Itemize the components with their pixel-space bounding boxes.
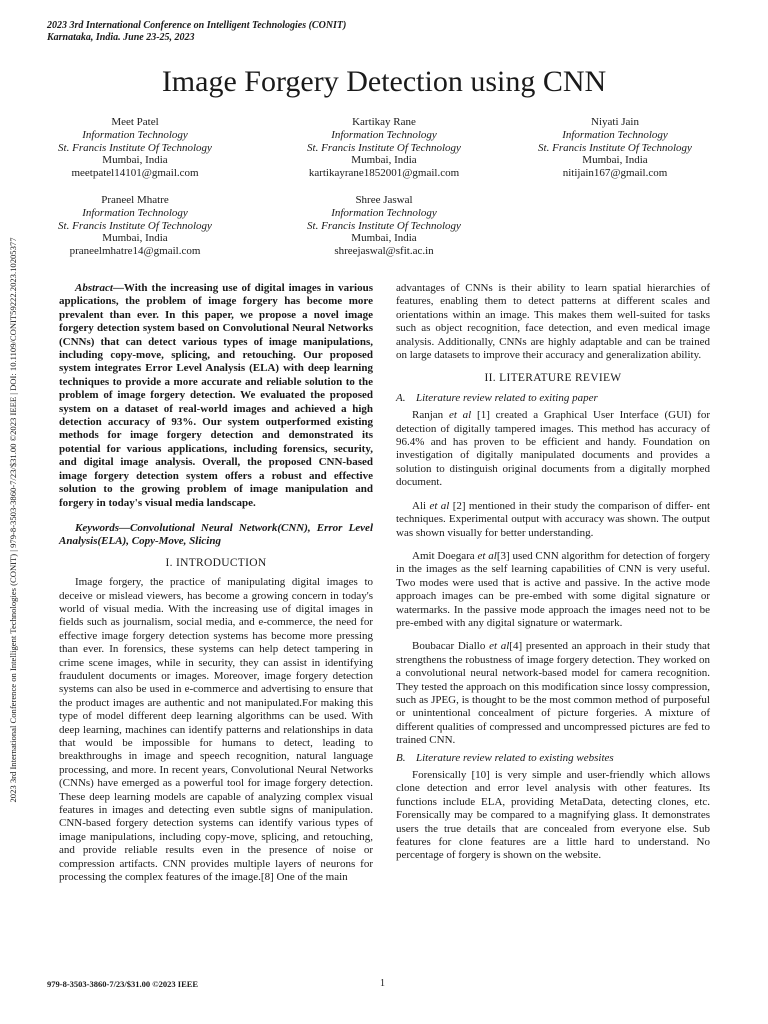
section-heading-introduction: I. INTRODUCTION	[165, 556, 267, 569]
footer-isbn: 979-8-3503-3860-7/23/$31.00 ©2023 IEEE	[47, 979, 199, 989]
literature-paragraph	[396, 640, 710, 747]
author-name: Niyati Jain	[591, 116, 639, 128]
author-institution: St. Francis Institute Of Technology	[538, 141, 692, 154]
literature-paragraph	[396, 550, 710, 630]
author-name: Praneel Mhatre	[101, 194, 169, 206]
conference-location: Karnataka, India. June 23-25, 2023	[47, 32, 195, 43]
section-heading-literature-review: II. LITERATURE REVIEW	[484, 372, 622, 385]
side-doi-strip	[4, 200, 22, 840]
subsection-number: A.	[396, 391, 406, 404]
introduction-continued: advantages of CNNs is their ability to learn spatial hierarchies of features, enabling them to detect patterns at different scales and orientations within an image. This makes them well-suited for tasks such as object recognition, face detection, and even medical image analysis. Additionally, CNNs are highly adaptable and can be trained on large datasets to improve their accuracy and generalization ability.	[396, 282, 710, 362]
paper-title: Image Forgery Detection using CNN	[161, 65, 607, 98]
conference-header	[47, 20, 346, 44]
author-email: nitijain167@gmail.com	[562, 167, 668, 180]
author-institution: St. Francis Institute Of Technology	[307, 141, 461, 154]
para-text: Amit Doegara	[412, 549, 478, 562]
author-block	[264, 116, 504, 180]
right-column	[396, 282, 710, 863]
side-doi-text: 2023 3rd International Conference on Intelligent Technologies (CONIT) | 979-8-3503-3860-7/23/$31.00 ©2023 IEEE | DOI: 10.1109/CONIT59222.2023.10205377	[8, 237, 18, 803]
literature-paragraph: Forensically [10] is very simple and user-friendly which allows clone detection and error level analysis with other features. Its functions include ELA, providing MetaData, detecting clones, etc. Forensically may be compared to a magnifying glass. It demonstrates users the true details that are concealed from everyone else. Sub features for clone features are a little hard to understand. No percentage of forgery is shown on the website.	[396, 769, 710, 862]
para-text: Ranjan	[412, 409, 449, 422]
author-dept: Information Technology	[82, 128, 188, 141]
abstract-label: Abstract	[75, 282, 113, 294]
author-institution: St. Francis Institute Of Technology	[307, 219, 461, 232]
author-dept: Information Technology	[331, 206, 437, 219]
para-text: Ali	[412, 499, 430, 512]
author-institution: St. Francis Institute Of Technology	[58, 141, 212, 154]
author-email: kartikayrane1852001@gmail.com	[308, 167, 460, 180]
author-name: Kartikay Rane	[352, 116, 416, 128]
para-text: [4] presented an approach in their study that strengthens the robustness of image forgery detection. They worked on a convolutional neural network-based model for camera recognition. They tested the approach on this modification since lossy compression, such as JPEG, is thought to be the most common method of purposeful or unintentional concealment of picture forgeries. A mixture of different qualities of compressed and uncompressed pictures are fed to trained CNN.	[396, 640, 710, 747]
conference-name: 2023 3rd International Conference on Intelligent Technologies (CONIT)	[47, 20, 347, 31]
subsection-heading-b	[396, 752, 710, 765]
abstract	[59, 282, 373, 510]
et-al: et al	[429, 499, 450, 512]
author-city: Mumbai, India	[351, 154, 417, 167]
para-text: [3] used CNN algorithm for detection of forgery in the images as the self learning capabilities of CNN is very useful. Two modes were used that is active and passive. In the active mode approach images can be pre-embed with some digital signature or watermarks. In the passive mode approach the images need not to be pre-embed with any digital signature or watermark.	[396, 549, 710, 629]
subsection-number: B.	[396, 751, 406, 764]
author-block	[15, 116, 255, 180]
author-block	[15, 194, 255, 258]
author-city: Mumbai, India	[102, 232, 168, 245]
author-email: meetpatel14101@gmail.com	[71, 167, 199, 180]
author-institution: St. Francis Institute Of Technology	[58, 219, 212, 232]
et-al: et al	[477, 549, 497, 562]
keywords: Keywords—Convolutional Neural Network(CNN), Error Level Analysis(ELA), Copy-Move, Slicing	[59, 521, 373, 548]
page-number: 1	[380, 978, 385, 989]
et-al: et al	[448, 409, 472, 422]
author-name: Meet Patel	[111, 116, 159, 128]
para-text: Boubacar Diallo	[412, 640, 490, 653]
author-dept: Information Technology	[562, 128, 668, 141]
abstract-text: —With the increasing use of digital images in various applications, the problem of image forgery has become more prevalent than ever. In this paper, we propose a novel image forgery detection system based on Convolutional Neural Networks (CNNs) that can detect various types of image manipulations, including copy-move, splicing, and retouching. Our proposed system integrates Error Level Analysis (ELA) with deep learning techniques to provide a more accurate and reliable solution to the problem of image forgery detection. We evaluated the proposed system on a dataset of real-world images and achieved a high detection accuracy of 93%. Our system outperformed existing methods for image forgery detection and demonstrated its potential for various applications, including forensics, security, and digital image analysis. Overall, the proposed CNN-based image forgery detection system offers a robust and effective solution to the growing problem of image manipulation and forgery in today's visual media landscape.	[59, 282, 373, 509]
author-city: Mumbai, India	[351, 232, 417, 245]
author-block	[264, 194, 504, 258]
para-text: [1] created a Graphical User Interface (GUI) for detection of digitally tampered images. This method has accuracy of 96.4% and has proven to be efficient and handy. Foundation on investigation of digitally manipulated documents and provides a solution to distinguish original documents from a digitally morphed document.	[396, 409, 710, 489]
left-column	[59, 282, 373, 884]
subsection-title: Literature review related to existing websites	[416, 751, 614, 764]
author-dept: Information Technology	[331, 128, 437, 141]
para-text: [2] mentioned in their study the comparison of differ- ent techniques. Experimental output with accuracy was shown. The output was shown visually for better understanding.	[396, 499, 711, 539]
author-email: shreejaswal@sfit.ac.in	[334, 245, 434, 258]
author-dept: Information Technology	[82, 206, 188, 219]
literature-paragraph	[396, 500, 710, 540]
et-al: et al	[489, 640, 510, 653]
subsection-heading-a	[396, 392, 710, 405]
author-block	[495, 116, 735, 180]
author-email: praneelmhatre14@gmail.com	[69, 245, 201, 258]
author-name: Shree Jaswal	[355, 194, 413, 206]
subsection-title: Literature review related to exiting paper	[416, 391, 598, 404]
introduction-text: Image forgery, the practice of manipulating digital images to deceive or mislead viewers, has become a growing concern in today's world of visual media. With the increasing use of digital images in fields such as journalism, social media, and e-commerce, the need for effective image forgery detection systems has become more pressing than ever. In forensics, these systems can help detect tampering in crime scene images, while in security, they can assist in identifying fraudulent documents or images. Moreover, image forgery detection systems can also be used in e-commerce and advertising to ensure that the product images are authentic and not manipulated.For making this type of model different deep learning algorithms can be used. With deep learning, machines can identify patterns and relationships in data that would be impossible for humans to detect, leading to breakthroughs in image and speech recognition, natural language processing, and more. In recent years, Convolutional Neural Networks (CNNs) have emerged as a powerful tool for image forgery detection. These deep learning models are capable of analyzing complex visual features in images and detecting even subtle signs of manipulation. CNN-based forgery detection systems can identify various types of image manipulations, including copy-move, splicing, and retouching, and provide reliable results even in the presence of noise or compression artifacts. CNN provides multiple layers of neurons for processing the complex features of the image.[8] One of the main	[59, 576, 373, 884]
literature-paragraph	[396, 409, 710, 489]
author-city: Mumbai, India	[102, 154, 168, 167]
author-city: Mumbai, India	[582, 154, 648, 167]
